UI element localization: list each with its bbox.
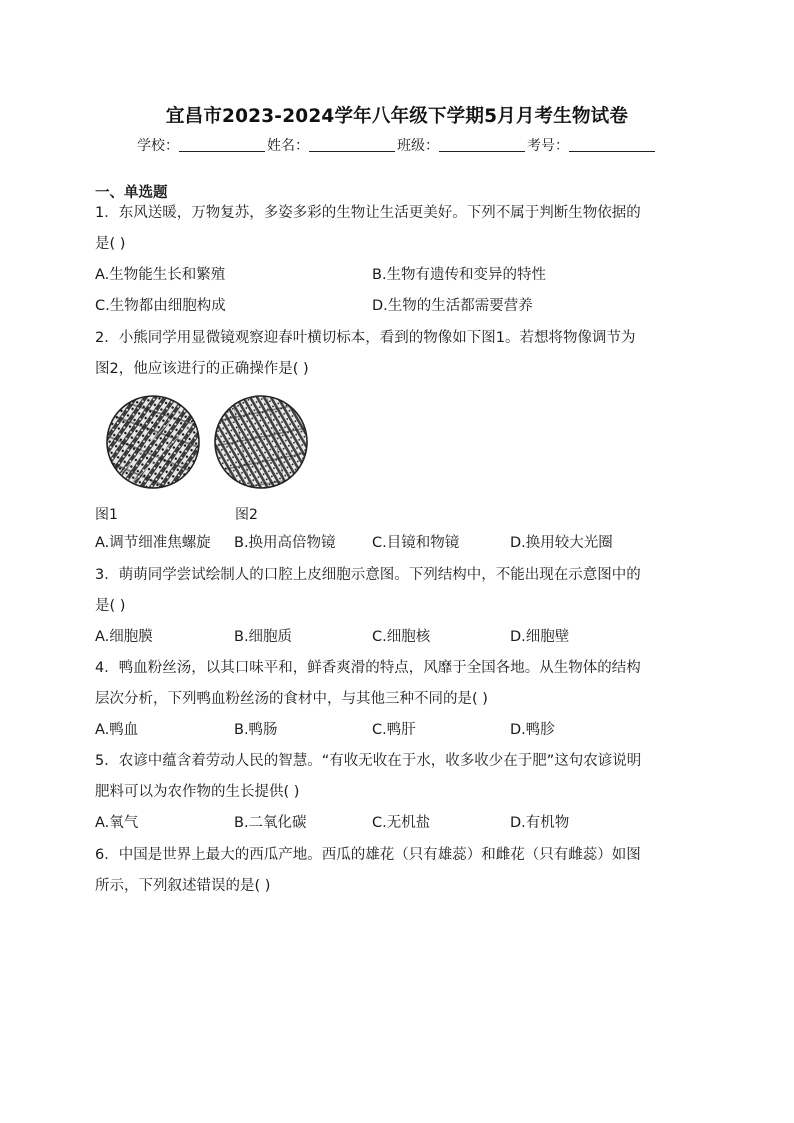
student-info-row (0, 135, 794, 155)
school-label: 学校： (137, 138, 179, 154)
q3-option-d[interactable]: D.细胞壁 (510, 629, 570, 645)
q3-option-a[interactable]: A.细胞膜 (95, 629, 153, 645)
q5-option-a[interactable]: A.氧气 (95, 815, 139, 831)
q1-option-a[interactable]: A.生物能生长和繁殖 (95, 267, 226, 283)
q1-option-b[interactable]: B.生物有遗传和变异的特性 (372, 267, 547, 283)
question-3-line-1: 3．萌萌同学尝试绘制人的口腔上皮细胞示意图。下列结构中，不能出现在示意图中的 (95, 567, 641, 583)
figure-1-caption: 图1 (95, 507, 118, 523)
q3-option-c[interactable]: C.细胞核 (372, 629, 431, 645)
q4-option-b[interactable]: B.鸭肠 (234, 722, 278, 738)
question-2-line-2: 图2，他应该进行的正确操作是( ) (95, 361, 309, 377)
figure-2-caption: 图2 (235, 507, 258, 523)
question-4-line-2: 层次分析，下列鸭血粉丝汤的食材中，与其他三种不同的是( ) (95, 691, 488, 707)
question-6-line-2: 所示，下列叙述错误的是( ) (95, 878, 271, 894)
question-5-line-1: 5．农谚中蕴含着劳动人民的智慧。“有收无收在于水，收多收少在于肥”这句农谚说明 (95, 753, 642, 769)
class-label: 班级： (397, 138, 439, 154)
name-label: 姓名： (267, 138, 309, 154)
school-blank[interactable] (179, 137, 265, 152)
class-blank[interactable] (439, 137, 525, 152)
question-1-line-1: 1．东风送暖，万物复苏，多姿多彩的生物让生活更美好。下列不属于判断生物依据的 (95, 205, 641, 221)
question-1-line-2: 是( ) (95, 236, 126, 252)
number-blank[interactable] (569, 137, 655, 152)
number-label: 考号： (527, 138, 569, 154)
question-4-line-1: 4．鸭血粉丝汤，以其口味平和，鲜香爽滑的特点，风靡于全国各地。从生物体的结构 (95, 660, 641, 676)
q1-option-d[interactable]: D.生物的生活都需要营养 (372, 298, 533, 314)
name-blank[interactable] (309, 137, 395, 152)
microscope-figure-2 (211, 392, 321, 496)
microscope-figure-1 (98, 392, 208, 496)
q1-option-c[interactable]: C.生物都由细胞构成 (95, 298, 226, 314)
question-2-line-1: 2．小熊同学用显微镜观察迎春叶横切标本，看到的物像如下图1。若想将物像调节为 (95, 330, 636, 346)
q5-option-d[interactable]: D.有机物 (510, 815, 570, 831)
q5-option-b[interactable]: B.二氧化碳 (234, 815, 307, 831)
question-6-line-1: 6．中国是世界上最大的西瓜产地。西瓜的雄花（只有雄蕊）和雌花（只有雌蕊）如图 (95, 847, 641, 863)
section-heading: 一、单选题 (95, 185, 168, 201)
q4-option-a[interactable]: A.鸭血 (95, 722, 139, 738)
question-3-line-2: 是( ) (95, 598, 126, 614)
q4-option-d[interactable]: D.鸭胗 (510, 722, 555, 738)
q4-option-c[interactable]: C.鸭肝 (372, 722, 416, 738)
q2-option-b[interactable]: B.换用高倍物镜 (234, 535, 336, 551)
exam-title: 宜昌市2023-2024学年八年级下学期5月月考生物试卷 (165, 106, 629, 127)
question-5-line-2: 肥料可以为农作物的生长提供( ) (95, 784, 300, 800)
q3-option-b[interactable]: B.细胞质 (234, 629, 293, 645)
q2-option-c[interactable]: C.目镜和物镜 (372, 535, 460, 551)
q5-option-c[interactable]: C.无机盐 (372, 815, 431, 831)
q2-option-d[interactable]: D.换用较大光圈 (510, 535, 613, 551)
q2-option-a[interactable]: A.调节细准焦螺旋 (95, 535, 211, 551)
